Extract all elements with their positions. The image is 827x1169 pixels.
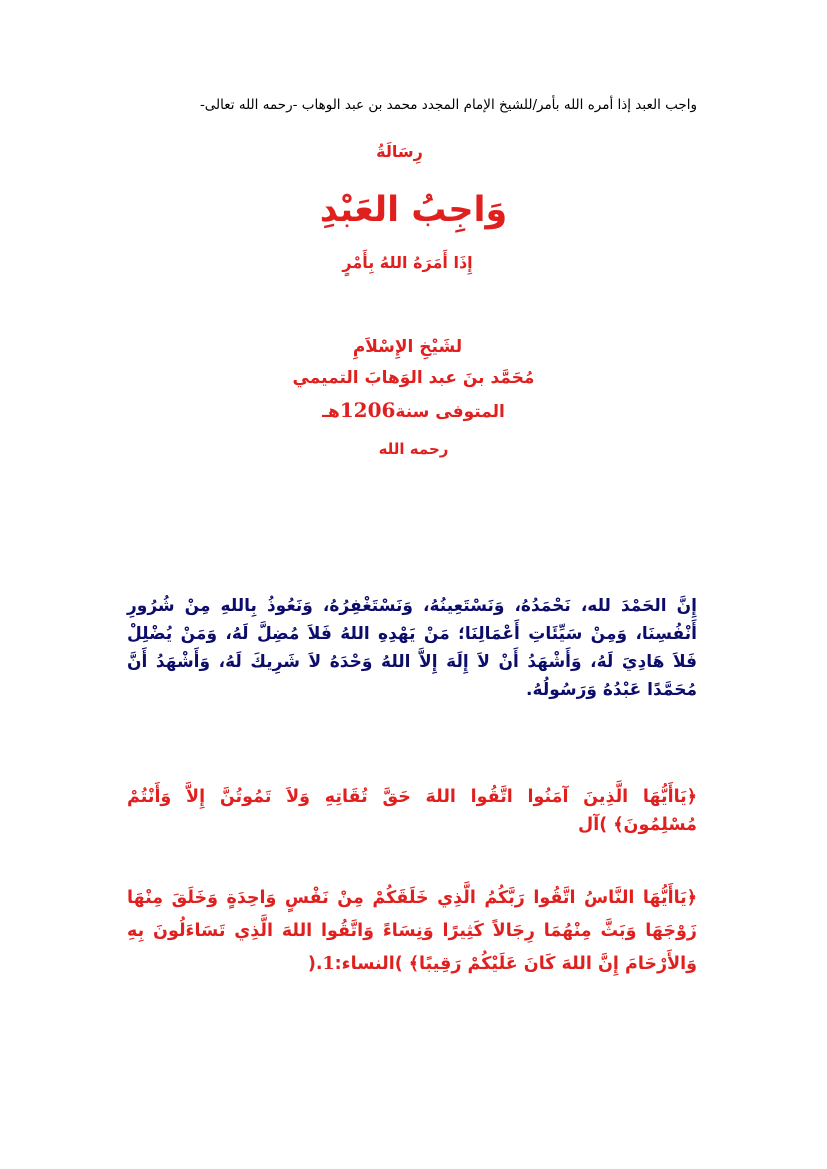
author-title: لشَيْخِ الإِسْلاَمِ	[352, 337, 463, 357]
running-header: واجب العبد إذا أمره الله بأمر/للشيخ الإمام المجدد محمد بن عبد الوهاب -رحمه الله تعالى-	[199, 97, 697, 113]
subtitle: إِذَا أَمَرَهُ اللهُ بِأَمْرٍ	[342, 253, 473, 272]
verse-an-nisa-text: ﴿يَاأَيُّهَا النَّاسُ اتَّقُوا رَبَّكُمُ الَّذِي خَلَقَكُمْ مِنْ نَفْسٍ وَاحِدَةٍ وَخَلَقَ مِنْهَا زَوْجَهَا وَبَثَّ مِنْهُمَا رِجَالاً كَثِيرًا وَنِسَاءً وَاتَّقُوا اللهَ الَّذِي تَسَاءَلُونَ بِهِ وَالأَرْحَامَ إِنَّ اللهَ كَانَ عَلَيْكُمْ رَقِيبًا﴾ )النساء:	[127, 888, 697, 974]
rahimahu-allah: رحمه الله	[378, 440, 449, 458]
main-title: وَاجِبُ العَبْدِ	[319, 190, 508, 230]
death-date	[0, 398, 827, 422]
death-date-suffix: هـ	[322, 402, 340, 422]
verse-al-imran: ﴿يَاأَيُّهَا الَّذِينَ آمَنُوا اتَّقُوا اللهَ حَقَّ تُقَاتِهِ وَلاَ تَمُوتُنَّ إِلاَّ وَأَنْتُمْ مُسْلِمُونَ﴾ )آل	[127, 787, 697, 835]
death-date-prefix: المتوفى سنة	[395, 402, 505, 422]
verse-an-nisa	[127, 882, 697, 981]
risala-label: رِسَالَةُ	[376, 142, 423, 161]
author-name: مُحَمَّد بنَ عبد الوَهابَ التميمي	[292, 368, 535, 388]
intro-paragraph: إِنَّ الحَمْدَ لله، نَحْمَدُهُ، وَنَسْتَعِينُهُ، وَنَسْتَغْفِرُهُ، وَنَعُوذُ بِاللهِ مِنْ شُرُورِ أَنْفُسِنَا، وَمِنْ سَيِّئَاتِ أَعْمَالِنَا؛ مَنْ يَهْدِهِ اللهُ فَلاَ مُضِلَّ لَهُ، وَمَنْ يُضْلِلْ فَلاَ هَادِيَ لَهُ، وَأَشْهَدُ أَنْ لاَ إِلَهَ إِلاَّ اللهُ وَحْدَهُ لاَ شَرِيكَ لَهُ، وَأَشْهَدُ أَنَّ مُحَمَّدًا عَبْدُهُ وَرَسُولُهُ.	[127, 596, 697, 700]
verse-an-nisa-number: 1	[322, 954, 335, 974]
verse-an-nisa-end: .(	[307, 954, 323, 974]
death-year: 1206	[339, 398, 396, 422]
